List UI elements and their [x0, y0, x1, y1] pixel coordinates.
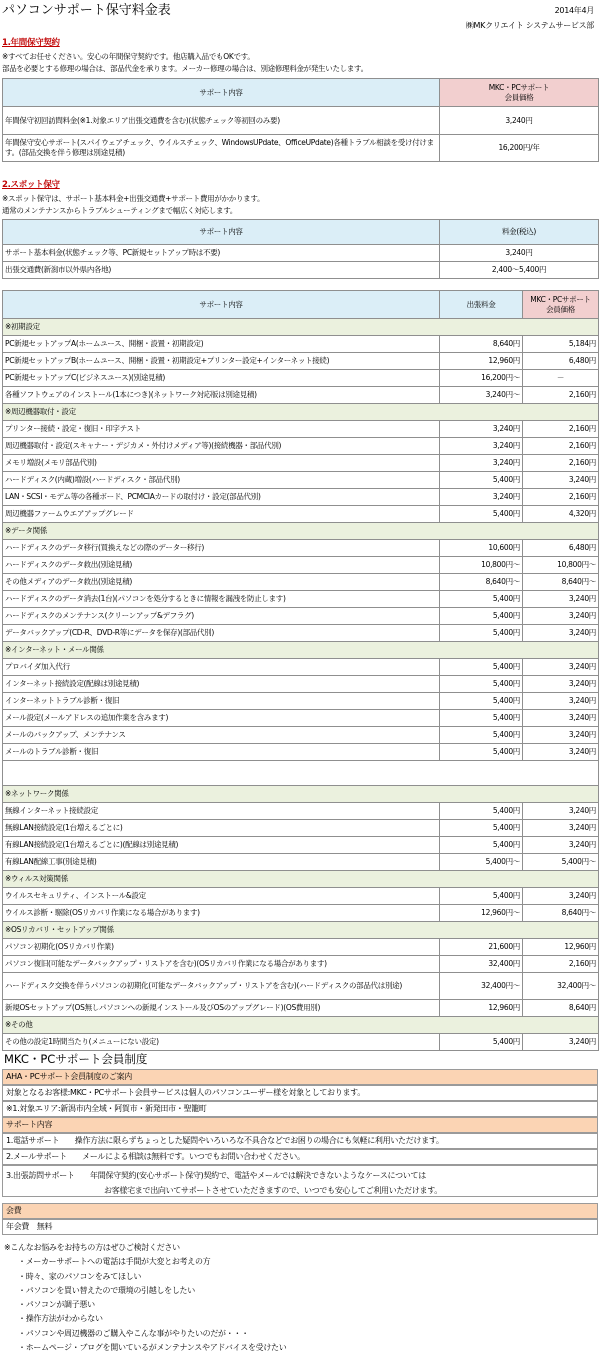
service-label: その他の設定1時間当たり(メニューにない設定) — [3, 1034, 440, 1051]
service-label: 周辺機器ファームウエアアップグレード — [3, 506, 440, 523]
member-price: 5,400円～ — [523, 854, 599, 871]
table-row — [3, 370, 599, 387]
table-row-label: 出張交通費(新潟市以外県内各地) — [3, 262, 440, 279]
visit-price: 5,400円 — [440, 472, 523, 489]
member-price: 3,240円 — [523, 625, 599, 642]
visit-price: 12,960円 — [440, 1000, 523, 1017]
member-price: 2,160円 — [523, 455, 599, 472]
visit-price: 5,400円 — [440, 803, 523, 820]
visit-price: 5,400円 — [440, 1034, 523, 1051]
service-label: ハードディスクのデータ消去(1台)(パソコンを処分するときに情報を漏洩を防止します) — [3, 591, 440, 608]
visit-price: 3,240円 — [440, 455, 523, 472]
visit-price: 32,400円 — [440, 956, 523, 973]
member-price: 8,640円～ — [523, 905, 599, 922]
visit-price: 3,240円 — [440, 489, 523, 506]
member-price: 6,480円 — [523, 353, 599, 370]
col-header-member-price: MKC・PCサポート 会員価格 — [523, 291, 599, 319]
section-annual-title: 1.年間保守契約 — [2, 38, 60, 48]
category-row — [3, 319, 599, 336]
table-row-price: 3,240円 — [440, 245, 599, 262]
service-label: PC新規セットアップA(ホームユース、開梱・設置・初期設定) — [3, 336, 440, 353]
category-label: ※ネットワーク関係 — [3, 786, 599, 803]
table-row — [3, 693, 599, 710]
table-row — [3, 574, 599, 591]
visit-price: 12,960円～ — [440, 905, 523, 922]
issue-date: 2014年4月 — [554, 6, 594, 15]
company-name: ㈱MKクリエイト システムサービス部 — [465, 21, 594, 30]
table-row — [3, 956, 599, 973]
section-spot-note: ※スポット保守は、サポート基本料金+出張交通費+サポート費用がかかります。 — [2, 194, 265, 203]
member-price: 3,240円 — [523, 659, 599, 676]
member-price: 3,240円 — [523, 820, 599, 837]
section-spot-title: 2.スポット保守 — [2, 180, 60, 190]
visit-price: 8,640円～ — [440, 574, 523, 591]
visit-price: 5,400円 — [440, 625, 523, 642]
spot-table — [2, 219, 599, 279]
visit-price: 16,200円～ — [440, 370, 523, 387]
category-row — [3, 922, 599, 939]
member-price: － — [523, 370, 599, 387]
visit-price: 3,240円 — [440, 421, 523, 438]
fee-title: 会費 — [2, 1203, 598, 1219]
table-row — [3, 939, 599, 956]
support-mail: 2.メールサポート メールによる相談は無料です。いつでもお問い合わせください。 — [2, 1149, 598, 1165]
list-item: ・操作方法がわからない — [18, 1314, 103, 1324]
table-row — [3, 489, 599, 506]
support-content-title: サポート内容 — [2, 1117, 598, 1133]
category-label: ※インターネット・メール関係 — [3, 642, 599, 659]
visit-price: 5,400円 — [440, 608, 523, 625]
col-header: サポート内容 — [3, 291, 440, 319]
table-row — [3, 540, 599, 557]
member-price: 3,240円 — [523, 710, 599, 727]
service-label: ハードディスク交換を伴うパソコンの初期化(可能なデータバックアップ・リストアを含む)(ハードディスクの部品代は別途) — [3, 973, 440, 1000]
empty-cell — [3, 761, 599, 786]
service-label: ハードディスク(内蔵)増設(ハードディスク・部品代別) — [3, 472, 440, 489]
category-row — [3, 871, 599, 888]
service-label: メール設定(メールアドレスの追加作業を含みます) — [3, 710, 440, 727]
category-label: ※初期設定 — [3, 319, 599, 336]
section-annual-note: ※すべてお任せください。安心の年間保守契約です。他店購入品でもOKです。 — [2, 52, 255, 61]
table-row — [3, 608, 599, 625]
list-item: ・ホームページ・ブログを開いているがメンテナンスやアドバイスを受けたい — [18, 1343, 287, 1353]
list-item: ※こんなお悩みをお持ちの方はぜひご検討ください — [4, 1243, 180, 1252]
col-header: サポート内容 — [3, 79, 440, 107]
visit-price: 5,400円 — [440, 659, 523, 676]
col-header-member-price: MKC・PCサポート 会員価格 — [440, 79, 599, 107]
member-price: 3,240円 — [523, 472, 599, 489]
table-row — [3, 353, 599, 370]
member-price: 3,240円 — [523, 591, 599, 608]
visit-price: 3,240円 — [440, 438, 523, 455]
table-row-price: 2,400～5,400円 — [440, 262, 599, 279]
list-item: ・時々、家のパソコンをみてほしい — [18, 1271, 142, 1281]
table-row — [3, 421, 599, 438]
member-price: 12,960円 — [523, 939, 599, 956]
annual-table — [2, 78, 599, 162]
visit-price: 5,400円 — [440, 837, 523, 854]
member-price: 3,240円 — [523, 727, 599, 744]
service-label: PC新規セットアップB(ホームユース、開梱・設置・初期設定+プリンター設定+インターネット接続) — [3, 353, 440, 370]
table-row — [3, 472, 599, 489]
table-row — [3, 591, 599, 608]
category-row — [3, 523, 599, 540]
service-label: 新規OSセットアップ(OS無しパソコンへの新規インストール及びOSのアップグレード)(OS費用別) — [3, 1000, 440, 1017]
visit-price: 10,600円 — [440, 540, 523, 557]
service-label: その他メディアのデータ救出(別途見積) — [3, 574, 440, 591]
service-label: LAN・SCSI・モデム等の各種ボード、PCMCIAカードの取付け・設定(部品代別) — [3, 489, 440, 506]
table-row — [3, 336, 599, 353]
visit-price: 5,400円 — [440, 727, 523, 744]
service-label: パソコン復旧(可能なデータバックアップ・リストアを含む)(OSリカバリ作業になる場合があります) — [3, 956, 440, 973]
table-row — [3, 1034, 599, 1051]
member-price: 10,800円～ — [523, 557, 599, 574]
service-label: 有線LAN接続設定(1台増えるごとに)(配線は別途見積) — [3, 837, 440, 854]
category-label: ※データ関係 — [3, 523, 599, 540]
member-price: 8,640円～ — [523, 574, 599, 591]
table-row — [3, 710, 599, 727]
list-item: ・メーカーサポートへの電話は手間が大変とお考えの方 — [18, 1257, 211, 1267]
table-row — [3, 727, 599, 744]
service-label: ハードディスクのデータ救出(別途見積) — [3, 557, 440, 574]
membership-title: MKC・PCサポート会員制度 — [4, 1052, 148, 1066]
visit-price: 32,400円～ — [440, 973, 523, 1000]
category-label: ※ウィルス対策関係 — [3, 871, 599, 888]
visit-price: 3,240円～ — [440, 387, 523, 404]
table-row — [3, 455, 599, 472]
section-spot-note: 通常のメンテナンスからトラブルシューティングまで幅広く対応します。 — [2, 206, 238, 215]
visit-price: 5,400円 — [440, 820, 523, 837]
service-label: インターネットトラブル診断・復旧 — [3, 693, 440, 710]
recommendation-list — [4, 1241, 286, 1355]
list-item: ・パソコンや周辺機器のご購入やこんな事がやりたいのだが・・・ — [18, 1328, 249, 1338]
service-label: インターネット接続設定(配線は別途見積) — [3, 676, 440, 693]
table-row — [3, 854, 599, 871]
member-price: 5,184円 — [523, 336, 599, 353]
service-label: ハードディスクのメンテナンス(クリーンアップ&デフラグ) — [3, 608, 440, 625]
visit-price: 5,400円 — [440, 676, 523, 693]
table-row-price: 3,240円 — [440, 107, 599, 135]
visit-price: 5,400円 — [440, 693, 523, 710]
table-row — [3, 973, 599, 1000]
category-label: ※その他 — [3, 1017, 599, 1034]
col-header: サポート内容 — [3, 220, 440, 245]
membership-target: 対象となるお客様:MKC・PCサポート会員サービスは個人のパソコンユーザー様を対象としております。 — [2, 1085, 598, 1101]
visit-price: 10,800円～ — [440, 557, 523, 574]
fee-value: 年会費 無料 — [2, 1219, 598, 1235]
visit-price: 5,400円 — [440, 744, 523, 761]
table-row — [3, 1000, 599, 1017]
member-price: 3,240円 — [523, 803, 599, 820]
list-item: ・パソコンを買い替えたので環境の引越しをしたい — [18, 1285, 195, 1295]
service-label: メールのバックアップ、メンテナンス — [3, 727, 440, 744]
category-row — [3, 786, 599, 803]
category-label: ※OSリカバリ・セットアップ関係 — [3, 922, 599, 939]
support-visit: 3.出張訪問サポート 年間保守契約(安心サポート保守)契約で、電話やメールでは解決できないようなケースについては お客様宅まで出向いてサポートさせていただきますので、いつでも安心してご利用いただけます。 — [2, 1165, 598, 1197]
service-label: データバックアップ(CD-R、DVD-R等にデータを保存)(部品代別) — [3, 625, 440, 642]
category-label: ※周辺機器取付・設定 — [3, 404, 599, 421]
list-item: ・パソコンが調子悪い — [18, 1300, 95, 1310]
table-row-label: 年間保守初回訪問料金(※1.対象エリア出張交通費を含む)(状態チェック等初回のみ要) — [3, 107, 440, 135]
table-row — [3, 905, 599, 922]
table-row — [3, 820, 599, 837]
member-price: 3,240円 — [523, 888, 599, 905]
table-row-price: 16,200円/年 — [440, 135, 599, 162]
support-phone: 1.電話サポート 操作方法に限らずちょっとした疑問やいろいろな不具合などでお困りの場合にも気軽に利用いただけます。 — [2, 1133, 598, 1149]
table-row — [3, 659, 599, 676]
table-row-label: サポート基本料金(状態チェック等、PC新規セットアップ時は不要) — [3, 245, 440, 262]
member-price: 2,160円 — [523, 421, 599, 438]
table-row — [3, 744, 599, 761]
visit-price: 5,400円～ — [440, 854, 523, 871]
service-price-table — [2, 290, 599, 1051]
col-header-price: 料金(税込) — [440, 220, 599, 245]
table-row — [3, 625, 599, 642]
service-label: 無線インターネット接続設定 — [3, 803, 440, 820]
category-row — [3, 642, 599, 659]
category-row — [3, 404, 599, 421]
table-row — [3, 803, 599, 820]
visit-price: 5,400円 — [440, 710, 523, 727]
service-label: プリンター接続・設定・復旧・印字テスト — [3, 421, 440, 438]
member-price: 2,160円 — [523, 956, 599, 973]
table-row — [3, 438, 599, 455]
table-row-label: 年間保守安心サポート(スパイウェアチェック、ウイルスチェック、WindowsUPdate、OfficeUPdate)各種トラブル相談を受け付けます。(部品交換を伴う修理は別途見積) — [3, 135, 440, 162]
service-label: 各種ソフトウェアのインストール(1本につき)(ネットワーク対応版は別途見積) — [3, 387, 440, 404]
table-row — [3, 506, 599, 523]
visit-price: 21,600円 — [440, 939, 523, 956]
spacer-row — [3, 761, 599, 786]
service-label: 周辺機器取付・設定(スキャナー・デジカメ・外付けメディア等)(接続機器・部品代別) — [3, 438, 440, 455]
service-label: PC新規セットアップC(ビジネスユース)(別途見積) — [3, 370, 440, 387]
member-price: 3,240円 — [523, 676, 599, 693]
membership-area: ※1.対象エリア:新潟市内全域・阿賀市・新発田市・聖籠町 — [2, 1101, 598, 1117]
table-row — [3, 888, 599, 905]
visit-price: 5,400円 — [440, 888, 523, 905]
member-price: 3,240円 — [523, 608, 599, 625]
member-price: 3,240円 — [523, 1034, 599, 1051]
visit-price: 8,640円 — [440, 336, 523, 353]
member-price: 2,160円 — [523, 489, 599, 506]
table-row — [3, 387, 599, 404]
member-price: 8,640円 — [523, 1000, 599, 1017]
page-title: パソコンサポート保守料金表 — [2, 3, 171, 18]
membership-intro: AHA・PCサポート会員制度のご案内 — [2, 1069, 598, 1085]
service-label: プロバイダ加入代行 — [3, 659, 440, 676]
service-label: メールのトラブル診断・復旧 — [3, 744, 440, 761]
member-price: 3,240円 — [523, 744, 599, 761]
service-label: ウイルスセキュリティ、インストール&設定 — [3, 888, 440, 905]
visit-price: 12,960円 — [440, 353, 523, 370]
member-price: 4,320円 — [523, 506, 599, 523]
member-price: 2,160円 — [523, 438, 599, 455]
category-row — [3, 1017, 599, 1034]
member-price: 2,160円 — [523, 387, 599, 404]
table-row — [3, 557, 599, 574]
col-header-visit-price: 出張料金 — [440, 291, 523, 319]
member-price: 6,480円 — [523, 540, 599, 557]
member-price: 3,240円 — [523, 693, 599, 710]
table-row — [3, 676, 599, 693]
service-label: 無線LAN接続設定(1台増えるごとに) — [3, 820, 440, 837]
section-annual-note: 部品を必要とする修理の場合は、部品代金を承ります。メーカー修理の場合は、別途修理料金が発生いたします。 — [2, 64, 368, 73]
service-label: ウイルス診断・駆除(OSリカバリ作業になる場合があります) — [3, 905, 440, 922]
service-label: パソコン初期化(OSリカバリ作業) — [3, 939, 440, 956]
service-label: 有線LAN配線工事(別途見積) — [3, 854, 440, 871]
member-price: 32,400円～ — [523, 973, 599, 1000]
visit-price: 5,400円 — [440, 506, 523, 523]
service-label: ハードディスクのデータ移行(買換えなどの際のデーター移行) — [3, 540, 440, 557]
table-row — [3, 837, 599, 854]
service-label: メモリ増設(メモリ部品代別) — [3, 455, 440, 472]
member-price: 3,240円 — [523, 837, 599, 854]
visit-price: 5,400円 — [440, 591, 523, 608]
